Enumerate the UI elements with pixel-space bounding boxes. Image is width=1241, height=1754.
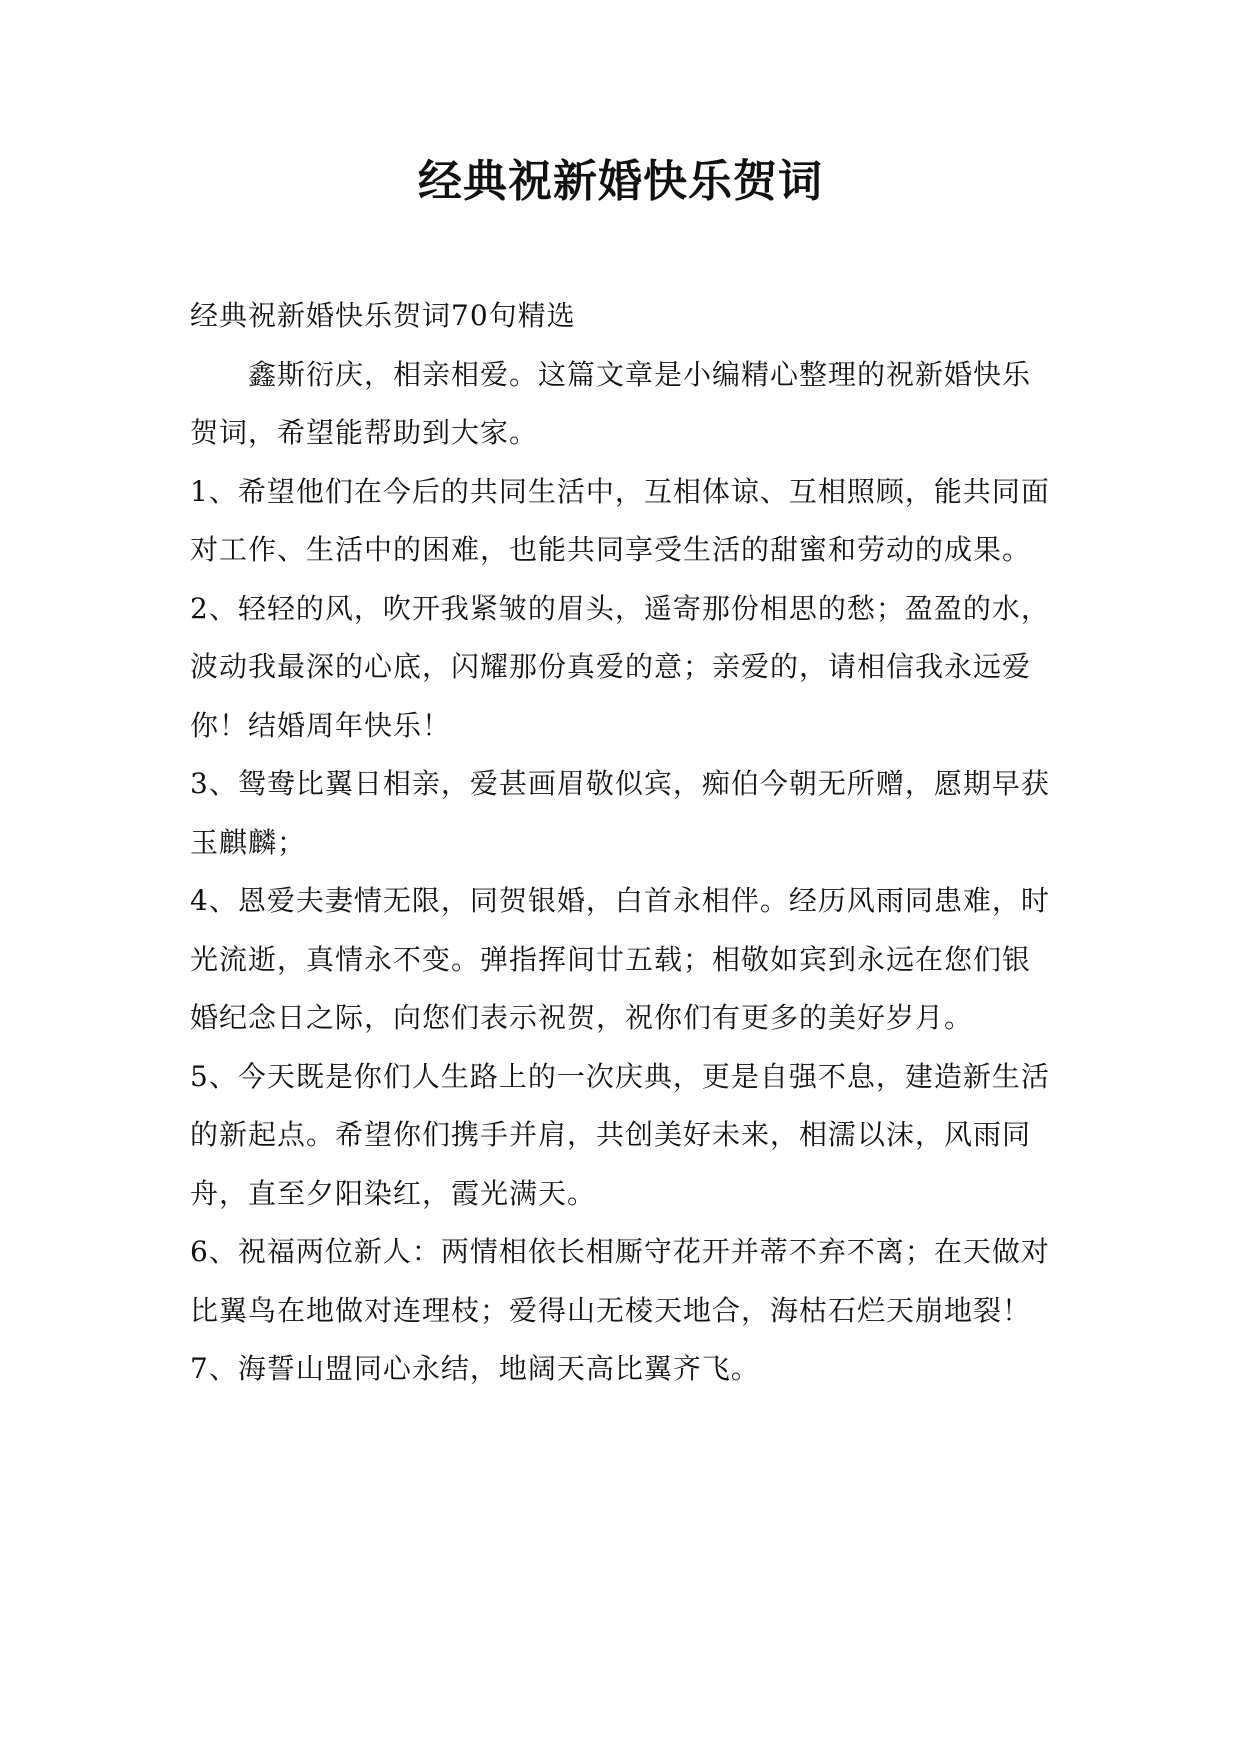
- greeting-item-2: 2、轻轻的风，吹开我紧皱的眉头，遥寄那份相思的愁；盈盈的水，波动我最深的心底，闪耀那份真爱的意；亲爱的，请相信我永远爱你！结婚周年快乐！: [190, 591, 1050, 742]
- document-title: 经典祝新婚快乐贺词: [418, 156, 823, 207]
- greeting-item-1: 1、希望他们在今后的共同生活中，互相体谅、互相照顾，能共同面对工作、生活中的困难，也能共同享受生活的甜蜜和劳动的成果。: [190, 474, 1050, 566]
- intro-paragraph: 鑫斯衍庆，相亲相爱。这篇文章是小编精心整理的祝新婚快乐贺词，希望能帮助到大家。: [190, 357, 1032, 449]
- greeting-item-6: 6、祝福两位新人：两情相依长相厮守花开并蒂不弃不离；在天做对比翼鸟在地做对连理枝；爱得山无棱天地合，海枯石烂天崩地裂！: [190, 1235, 1050, 1327]
- greeting-item-7: 7、海誓山盟同心永结，地阔天高比翼齐飞。: [190, 1352, 760, 1385]
- document-subtitle: 经典祝新婚快乐贺词70句精选: [190, 299, 576, 332]
- greeting-item-3: 3、鸳鸯比翼日相亲，爱甚画眉敬似宾，痴伯今朝无所赠，愿期早获玉麒麟；: [190, 767, 1050, 859]
- document-body: [190, 287, 1058, 1399]
- greeting-item-4: 4、恩爱夫妻情无限，同贺银婚，白首永相伴。经历风雨同患难，时光流逝，真情永不变。弹指挥间廿五载；相敬如宾到永远在您们银婚纪念日之际，向您们表示祝贺，祝你们有更多的美好岁月。: [190, 884, 1050, 1034]
- greeting-item-5: 5、今天既是你们人生路上的一次庆典，更是自强不息，建造新生活的新起点。希望你们携手并肩，共创美好未来，相濡以沫，风雨同舟，直至夕阳染红，霞光满天。: [190, 1059, 1050, 1210]
